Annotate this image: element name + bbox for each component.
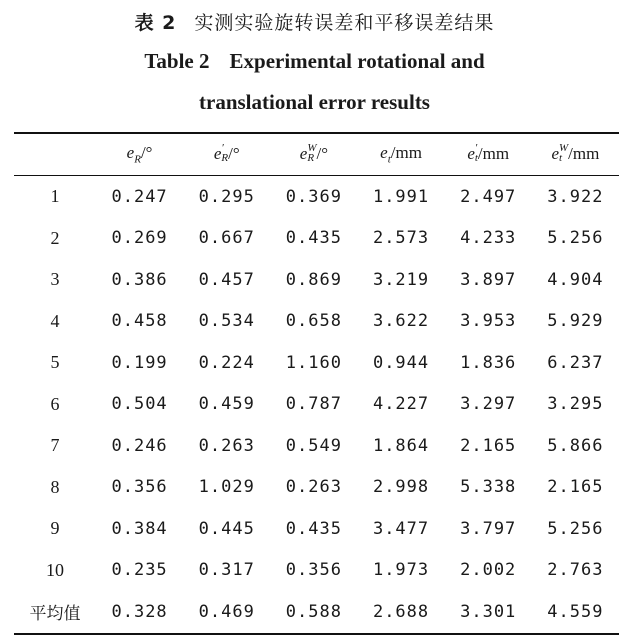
header-sub: R <box>134 153 141 166</box>
table-cell: 2.688 <box>372 601 430 622</box>
table-cell: 1.973 <box>372 560 430 581</box>
table-cell: 0.869 <box>285 269 342 290</box>
table-row <box>14 591 619 634</box>
error-results-table <box>14 132 619 635</box>
table-cell: 0.199 <box>111 352 168 373</box>
table-cell: 3.477 <box>372 518 430 539</box>
header-sup: W <box>558 142 569 155</box>
row-label: 平均值 <box>29 604 81 625</box>
caption-en-number: Table 2 <box>144 49 210 73</box>
table-cell: 1.864 <box>372 435 430 456</box>
table-cell: 0.534 <box>198 311 255 332</box>
table-cell: 0.445 <box>198 518 255 539</box>
header-prime: ′ <box>221 142 224 155</box>
table-cell: 3.797 <box>460 518 517 539</box>
row-label: 9 <box>50 518 60 539</box>
header-unit: /° <box>140 143 153 163</box>
table-cell: 5.866 <box>547 435 604 456</box>
caption-english-line1 <box>0 49 629 74</box>
table-cell: 4.227 <box>372 394 430 415</box>
row-label: 10 <box>46 559 64 580</box>
header-sub: t <box>558 152 563 165</box>
table-cell: 2.573 <box>372 228 430 249</box>
header-unit: /° <box>316 143 329 163</box>
header-prime: ′ <box>474 142 478 155</box>
table-cell: 1.160 <box>285 352 342 373</box>
header-sub: t <box>474 152 478 165</box>
table-cell: 1.029 <box>198 477 255 498</box>
header-var: e <box>126 143 135 163</box>
row-label: 1 <box>50 186 60 207</box>
caption-en-title-line1: Experimental rotational and <box>229 49 485 73</box>
table-cell: 0.246 <box>111 435 168 456</box>
table-cell: 0.435 <box>285 518 342 539</box>
column-header <box>357 133 444 176</box>
table-cell: 0.658 <box>285 311 342 332</box>
header-var: e <box>551 143 559 163</box>
table-cell: 3.922 <box>547 186 604 207</box>
caption-cn-title: 实测实验旋转误差和平移误差结果 <box>194 12 495 34</box>
header-sub: t <box>387 153 391 166</box>
table-cell: 5.929 <box>547 311 604 332</box>
table-cell: 1.836 <box>460 352 517 373</box>
header-var: e <box>380 143 388 163</box>
table-cell: 3.295 <box>547 394 604 415</box>
table-cell: 0.787 <box>285 394 342 415</box>
table-row <box>14 508 619 550</box>
table-cell: 0.269 <box>111 228 168 249</box>
table-cell: 0.247 <box>111 186 168 207</box>
table-cell: 3.219 <box>372 269 430 290</box>
table-cell: 2.998 <box>372 477 430 498</box>
table-cell: 0.224 <box>198 352 255 373</box>
table-cell: 0.356 <box>285 560 342 581</box>
caption-cn-number: 表 2 <box>134 12 177 34</box>
table-cell: 0.263 <box>285 477 342 498</box>
header-subsup <box>221 143 228 163</box>
table-cell: 0.588 <box>285 601 342 622</box>
table-row <box>14 550 619 592</box>
table-row <box>14 384 619 426</box>
row-label: 5 <box>50 352 60 373</box>
row-label: 6 <box>50 393 60 414</box>
table-cell: 3.622 <box>372 311 430 332</box>
header-unit: /° <box>228 143 240 163</box>
table-cell: 5.256 <box>547 228 604 249</box>
header-subsup <box>307 143 316 163</box>
caption-en-title-line2: translational error results <box>199 90 430 114</box>
table-cell: 0.263 <box>198 435 255 456</box>
row-label: 7 <box>50 435 60 456</box>
column-header <box>183 133 270 176</box>
header-row-label <box>14 133 96 176</box>
table-cell: 0.356 <box>111 477 168 498</box>
table-row <box>14 425 619 467</box>
table-cell: 0.435 <box>285 228 342 249</box>
table-cell: 4.904 <box>547 269 604 290</box>
table-cell: 0.457 <box>198 269 255 290</box>
row-label: 8 <box>50 476 60 497</box>
header-var: e <box>213 143 222 163</box>
table-cell: 4.233 <box>460 228 517 249</box>
header-sub: R <box>307 152 315 165</box>
header-subsup <box>475 143 478 163</box>
table-cell: 0.504 <box>111 394 168 415</box>
table-cell: 0.328 <box>111 601 168 622</box>
table-cell: 0.667 <box>198 228 255 249</box>
table-cell: 5.256 <box>547 518 604 539</box>
table-cell: 6.237 <box>547 352 604 373</box>
header-sup: W <box>307 142 317 155</box>
table-cell: 3.297 <box>460 394 517 415</box>
table-cell: 0.944 <box>372 352 430 373</box>
table-cell: 0.458 <box>111 311 168 332</box>
table-row <box>14 301 619 343</box>
column-header <box>96 133 183 176</box>
table-row <box>14 176 619 218</box>
header-var: e <box>467 143 475 163</box>
table-cell: 0.384 <box>111 518 168 539</box>
header-sub: R <box>221 152 229 165</box>
table-cell: 2.165 <box>547 477 604 498</box>
header-unit: /mm <box>568 143 600 163</box>
column-header <box>270 133 357 176</box>
header-unit: /mm <box>390 143 422 163</box>
column-header <box>532 133 619 176</box>
table-cell: 0.317 <box>198 560 255 581</box>
table-cell: 0.235 <box>111 560 168 581</box>
table-cell: 5.338 <box>460 477 517 498</box>
table-cell: 0.549 <box>285 435 342 456</box>
table-cell: 0.369 <box>285 186 342 207</box>
table-cell: 2.002 <box>460 560 517 581</box>
row-label: 3 <box>50 269 60 290</box>
caption-english-line2 <box>0 90 629 115</box>
table-cell: 0.295 <box>198 186 255 207</box>
table-row <box>14 342 619 384</box>
table-cell: 3.953 <box>460 311 517 332</box>
caption-chinese <box>0 8 629 35</box>
column-header <box>445 133 532 176</box>
table-cell: 2.165 <box>460 435 517 456</box>
table-cell: 0.469 <box>198 601 255 622</box>
row-label: 4 <box>50 310 60 331</box>
table-cell: 2.497 <box>460 186 517 207</box>
table-cell: 0.386 <box>111 269 168 290</box>
table-header-row <box>14 133 619 176</box>
row-label: 2 <box>50 227 60 248</box>
header-subsup <box>559 143 568 163</box>
table-row <box>14 218 619 260</box>
table-cell: 3.301 <box>460 601 517 622</box>
table-row <box>14 259 619 301</box>
table-cell: 4.559 <box>547 601 604 622</box>
table-cell: 0.459 <box>198 394 255 415</box>
table-row <box>14 467 619 509</box>
header-var: e <box>299 143 308 163</box>
table-cell: 2.763 <box>547 560 604 581</box>
header-unit: /mm <box>477 143 510 163</box>
table-cell: 3.897 <box>460 269 517 290</box>
table-body <box>14 176 619 634</box>
table-cell: 1.991 <box>372 186 430 207</box>
